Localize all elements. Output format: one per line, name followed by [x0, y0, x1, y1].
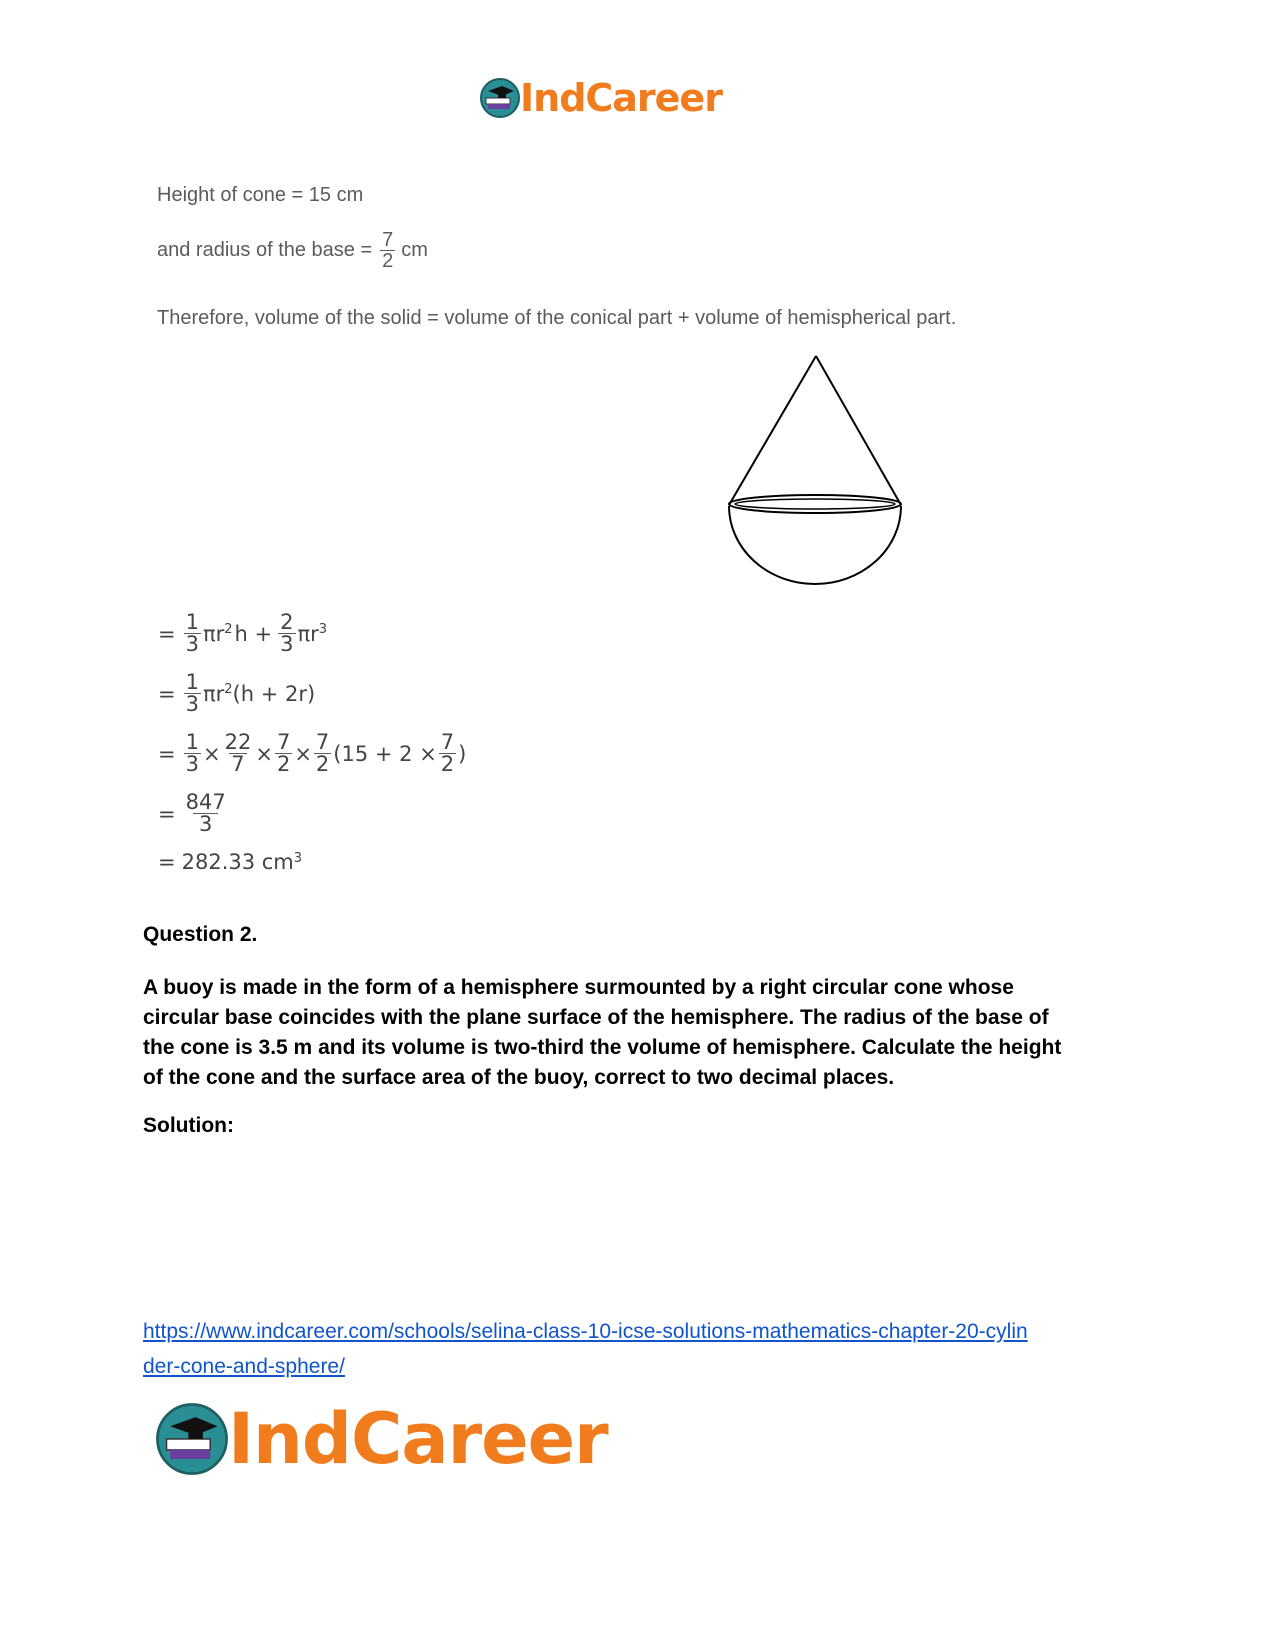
footer-link[interactable] — [143, 1314, 1103, 1384]
graduation-book-globe-icon — [478, 76, 522, 120]
math-term: (h + 2r) — [232, 681, 316, 706]
fraction: $\frac{22}{7}$ — [224, 730, 252, 776]
fraction: $\frac{1}{3}$ — [185, 610, 199, 656]
equals-sign: = — [158, 850, 176, 874]
math-term: ) — [458, 741, 467, 766]
cone-left-edge — [729, 356, 816, 505]
base-ellipse-inner — [735, 499, 895, 509]
exponent: 2 — [224, 682, 233, 697]
math-term: πr — [202, 621, 225, 646]
exponent: 3 — [293, 850, 303, 866]
footer-brand: IndCareer — [228, 1398, 608, 1480]
hemisphere-arc — [729, 506, 901, 584]
exponent: 2 — [224, 622, 233, 637]
equals-sign: = — [158, 741, 176, 766]
graduation-book-globe-icon — [152, 1399, 232, 1479]
math-line-5 — [158, 850, 302, 874]
cone-right-edge — [816, 356, 901, 505]
fraction: $\frac{7}{2}$ — [276, 730, 291, 776]
times-sign: × — [202, 741, 221, 766]
exponent: 3 — [318, 622, 328, 637]
therefore-line: Therefore, volume of the solid = volume of the conical part + volume of hemispherical part. — [157, 307, 957, 329]
radius-unit: cm — [401, 239, 428, 261]
footer-logo — [152, 1398, 608, 1480]
math-line-3 — [158, 732, 466, 775]
math-line-4 — [158, 792, 230, 835]
equals-sign: = — [158, 681, 176, 706]
radius-denominator: 2 — [382, 250, 394, 272]
fraction: $\frac{7}{2}$ — [315, 730, 330, 776]
fraction: $\frac{2}{3}$ — [280, 610, 294, 656]
footer-link-line-2[interactable]: der-cone-and-sphere/ — [143, 1355, 345, 1378]
fraction: $\frac{847}{3}$ — [185, 790, 226, 836]
fraction: $\frac{1}{3}$ — [185, 670, 199, 716]
question-title: Question 2. — [143, 923, 258, 946]
header-brand: IndCareer — [520, 76, 722, 120]
cone-height-line: Height of cone = 15 cm — [157, 184, 364, 206]
solution-label: Solution: — [143, 1114, 234, 1137]
result-value: 282.33 cm — [181, 850, 294, 874]
footer-link-line-1[interactable]: https://www.indcareer.com/schools/selina-class-10-icse-solutions-mathematics-chapter-20-cylin — [143, 1320, 1028, 1343]
base-ellipse-outer — [729, 495, 901, 513]
math-term: πr — [202, 681, 225, 706]
equals-sign: = — [158, 621, 176, 646]
math-line-1 — [158, 612, 327, 655]
header-logo — [478, 76, 722, 120]
times-sign: × — [255, 741, 273, 766]
math-line-2 — [158, 672, 315, 715]
radius-prefix: and radius of the base = — [157, 239, 373, 261]
math-term: h + — [234, 621, 273, 646]
radius-fraction — [380, 230, 395, 271]
equals-sign: = — [158, 801, 176, 826]
math-term: πr — [297, 621, 319, 646]
math-term: (15 + 2 × — [333, 741, 437, 766]
fraction: $\frac{1}{3}$ — [185, 730, 199, 776]
base-radius-line — [157, 230, 428, 271]
cone-hemisphere-diagram — [720, 350, 910, 590]
radius-numerator: 7 — [382, 229, 394, 251]
times-sign: × — [294, 741, 312, 766]
question-text: A buoy is made in the form of a hemisphere surmounted by a right circular cone whose circular base coincides with the plane surface of the hemisphere. The radius of the base of the cone is 3.5 m and its volume is two-third the volume of hemisphere. Calculate the height of the cone and the surface area of the buoy, correct to two decimal places. — [143, 976, 1062, 1089]
fraction: $\frac{7}{2}$ — [440, 730, 455, 776]
